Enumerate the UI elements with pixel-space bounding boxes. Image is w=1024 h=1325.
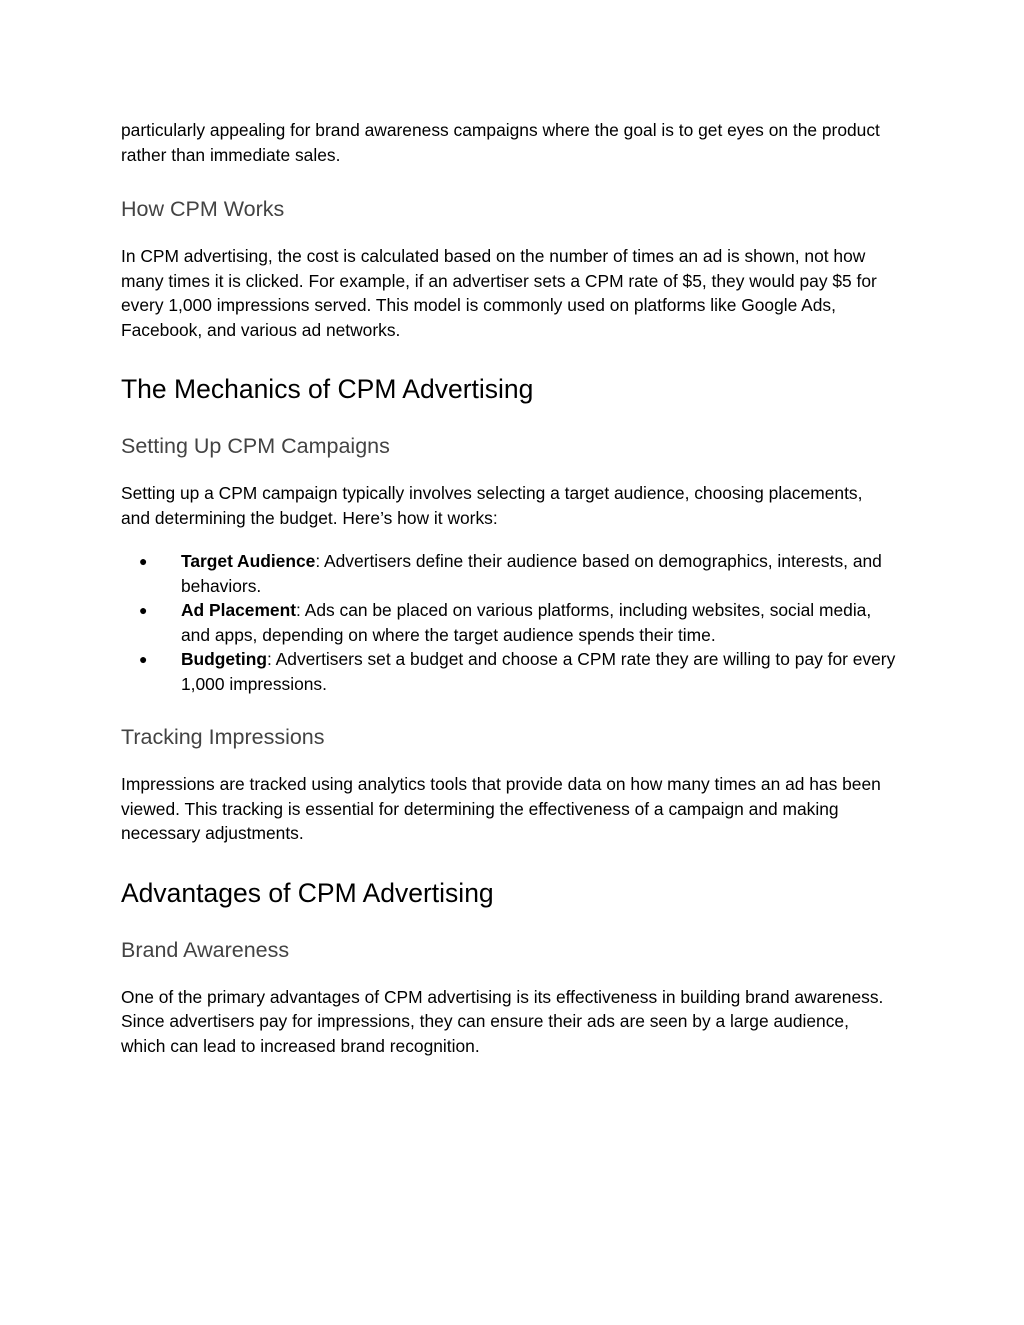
list-item-target-audience [121, 549, 896, 598]
list-item-desc: : Advertisers set a budget and choose a CPM rate they are willing to pay for every 1,000 impressions. [181, 649, 896, 694]
heading-tracking: Tracking Impressions [121, 725, 325, 749]
list-item-term: Target Audience [181, 551, 316, 571]
bullet-icon: ● [139, 553, 148, 569]
document-page [121, 118, 896, 1058]
brand-awareness-paragraph: One of the primary advantages of CPM advertising is its effectiveness in building brand awareness. Since advertisers pay for impressions, they can ensure their ads are seen by a large audience, which can lead to increased brand recognition. [121, 986, 884, 1056]
setting-up-paragraph: Setting up a CPM campaign typically involves selecting a target audience, choosing placements, and determining the budget. Here’s how it works: [121, 483, 863, 528]
list-item-ad-placement [121, 598, 896, 647]
list-item-term: Ad Placement [181, 600, 297, 620]
list-item-desc: : Ads can be placed on various platforms, including websites, social media, and apps, depending on where the target audience spends their time. [181, 600, 872, 645]
heading-mechanics: The Mechanics of CPM Advertising [121, 374, 534, 404]
heading-brand-awareness: Brand Awareness [121, 937, 290, 962]
tracking-paragraph: Impressions are tracked using analytics tools that provide data on how many times an ad has been viewed. This tracking is essential for determining the effectiveness of a campaign and making necessary adjustments. [121, 774, 881, 843]
bullet-icon: ● [139, 602, 148, 618]
intro-paragraph: particularly appealing for brand awareness campaigns where the goal is to get eyes on the product rather than immediate sales. [121, 120, 880, 165]
heading-how-cpm-works: How CPM Works [121, 197, 285, 221]
setting-up-list [121, 549, 896, 696]
list-item-desc: : Advertisers define their audience based on demographics, interests, and behaviors. [181, 551, 882, 596]
how-cpm-works-paragraph: In CPM advertising, the cost is calculated based on the number of times an ad is shown, not how many times it is clicked. For example, if an advertiser sets a CPM rate of $5, they would pay $5 for every 1,000 impressions served. This model is commonly used on platforms like Google Ads, Facebook, and various ad networks. [121, 246, 877, 340]
heading-advantages: Advantages of CPM Advertising [121, 877, 494, 908]
heading-setting-up: Setting Up CPM Campaigns [121, 434, 390, 458]
bullet-icon: ● [139, 651, 148, 667]
list-item-budgeting [121, 647, 896, 696]
list-item-term: Budgeting [181, 649, 267, 669]
